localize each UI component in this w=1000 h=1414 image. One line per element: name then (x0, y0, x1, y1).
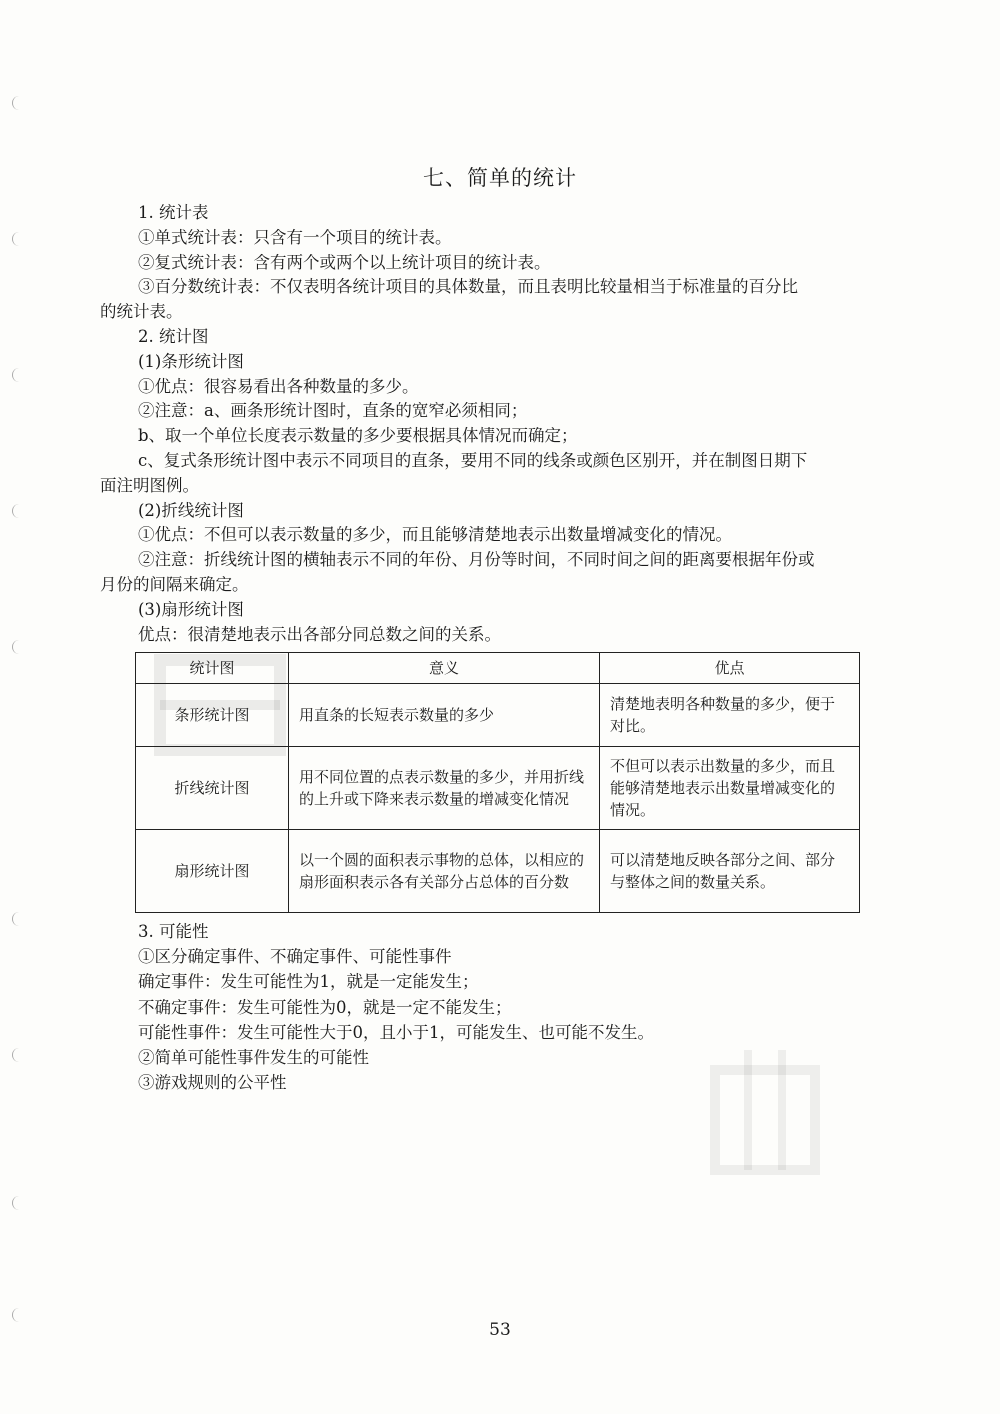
table-cell: 清楚地表明各种数量的多少，便于对比。 (600, 684, 860, 747)
text-line: 面注明图例。 (100, 475, 199, 495)
binding-hole-mark (12, 1196, 19, 1210)
text-line: 优点：很清楚地表示出各部分同总数之间的关系。 (138, 624, 501, 644)
subsection-heading: (1)条形统计图 (138, 351, 244, 371)
binding-hole-mark (12, 1048, 19, 1062)
table-row (136, 747, 860, 830)
text-line: ②复式统计表：含有两个或两个以上统计项目的统计表。 (138, 252, 551, 272)
text-line: ③百分数统计表：不仅表明各统计项目的具体数量，而且表明比较量相当于标准量的百分比 (138, 277, 798, 297)
text-line: b、取一个单位长度表示数量的多少要根据具体情况而确定； (138, 426, 578, 446)
text-line: ③游戏规则的公平性 (138, 1073, 287, 1093)
table-header-row (136, 653, 860, 684)
text-line: ①单式统计表：只含有一个项目的统计表。 (138, 227, 452, 247)
text-line: 可能性事件：发生可能性大于0，且小于1，可能发生、也可能不发生。 (138, 1022, 654, 1042)
text-line: ②注意：折线统计图的横轴表示不同的年份、月份等时间，不同时间之间的距离要根据年份或 (138, 550, 815, 570)
table-header-cell: 统计图 (136, 653, 289, 684)
table-cell: 折线统计图 (136, 747, 289, 830)
table-header-cell: 意义 (289, 653, 600, 684)
table-row (136, 830, 860, 913)
text-line: c、复式条形统计图中表示不同项目的直条，要用不同的线条或颜色区别开，并在制图日期下 (138, 450, 808, 470)
text-line: ①优点：不但可以表示数量的多少，而且能够清楚地表示出数量增减变化的情况。 (138, 525, 732, 545)
table-header-cell: 优点 (600, 653, 860, 684)
table-cell: 以一个圆的面积表示事物的总体，以相应的扇形面积表示各有关部分占总体的百分数 (289, 830, 600, 913)
binding-hole-mark (12, 232, 19, 246)
text-line: 确定事件：发生可能性为1，就是一定能发生； (138, 972, 479, 992)
page-number: 53 (489, 1320, 511, 1340)
table-cell: 扇形统计图 (136, 830, 289, 913)
table-cell: 不但可以表示出数量的多少，而且能够清楚地表示出数量增减变化的情况。 (600, 747, 860, 830)
table-cell: 用不同位置的点表示数量的多少，并用折线的上升或下降来表示数量的增减变化情况 (289, 747, 600, 830)
probability-section (138, 919, 898, 1095)
binding-hole-mark (12, 640, 19, 654)
text-line: 月份的间隔来确定。 (100, 574, 249, 594)
binding-hole-mark (12, 912, 19, 926)
text-line: 的统计表。 (100, 302, 183, 322)
binding-hole-mark (12, 368, 19, 382)
table-row (136, 684, 860, 747)
text-line: ②注意：a、画条形统计图时，直条的宽窄必须相同； (138, 401, 528, 421)
text-line: ①区分确定事件、不确定事件、可能性事件 (138, 947, 452, 967)
section-heading: 1. 统计表 (138, 203, 209, 222)
text-line: ②简单可能性事件发生的可能性 (138, 1048, 369, 1068)
binding-hole-mark (12, 504, 19, 518)
section-heading: 2. 统计图 (138, 326, 209, 346)
table-cell: 用直条的长短表示数量的多少 (289, 684, 600, 747)
subsection-heading: (3)扇形统计图 (138, 599, 244, 619)
subsection-heading: (2)折线统计图 (138, 500, 244, 520)
table-cell: 条形统计图 (136, 684, 289, 747)
chart-types-table (135, 652, 860, 913)
page-title: 七、简单的统计 (423, 166, 577, 190)
table-cell: 可以清楚地反映各部分之间、部分与整体之间的数量关系。 (600, 830, 860, 913)
text-line: 不确定事件：发生可能性为0，就是一定不能发生； (138, 997, 512, 1017)
text-line: ①优点：很容易看出各种数量的多少。 (138, 376, 419, 396)
binding-hole-mark (12, 96, 19, 110)
section-heading: 3. 可能性 (138, 922, 209, 941)
main-text (100, 201, 895, 647)
